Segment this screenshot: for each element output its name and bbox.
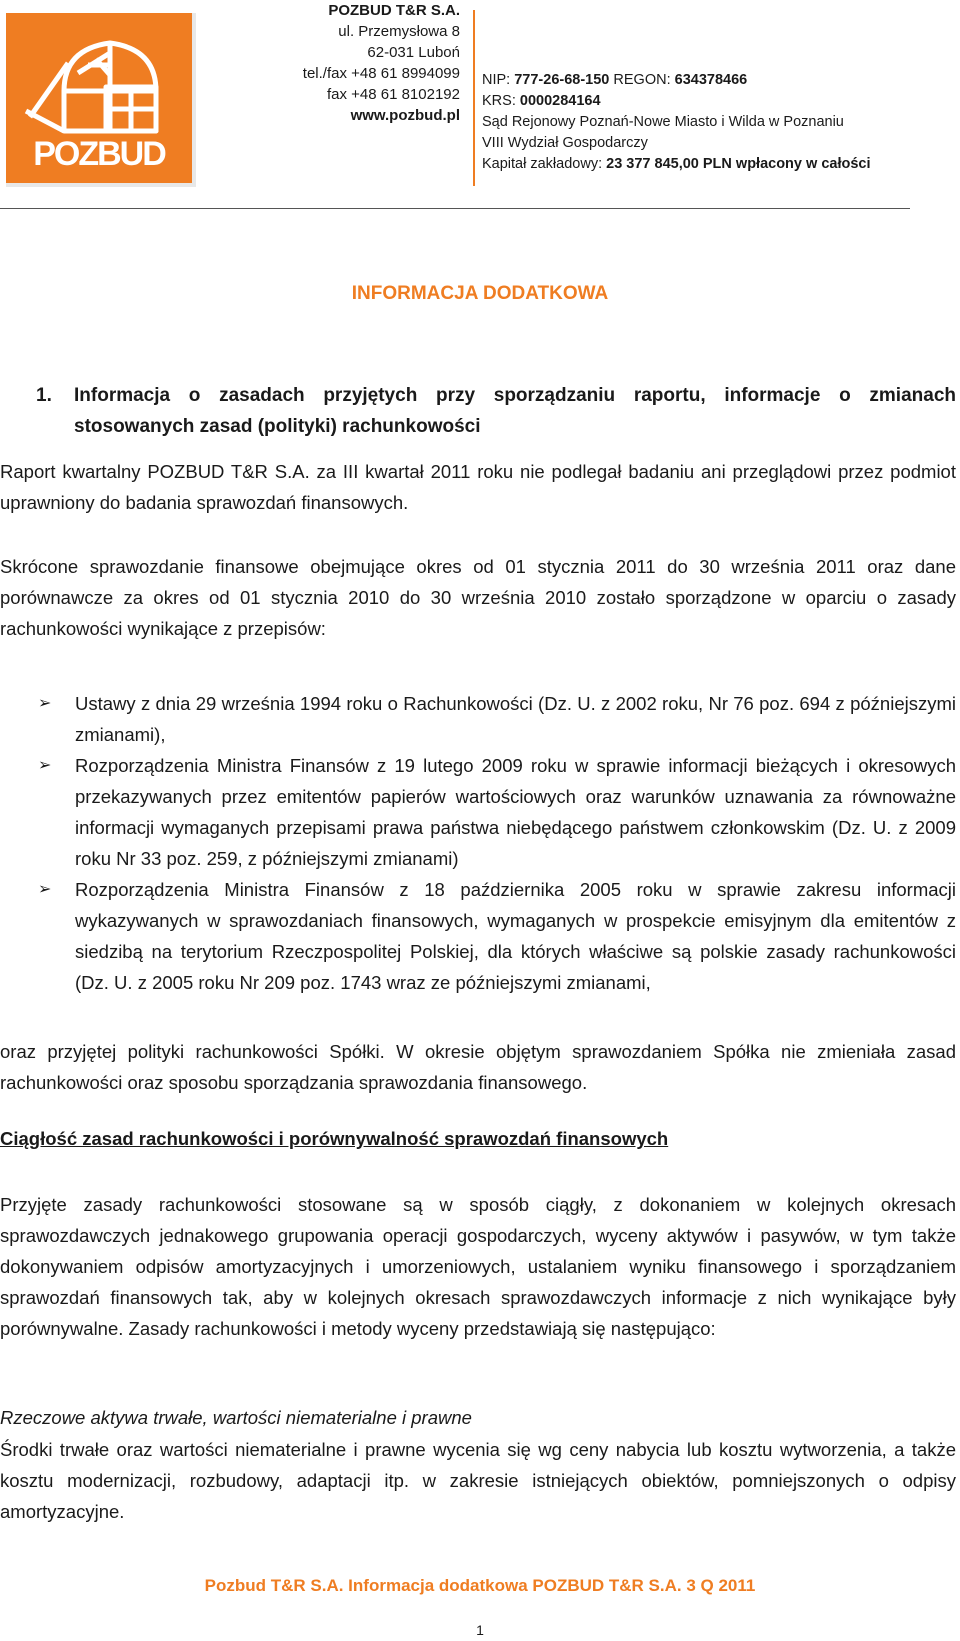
regon-value: 634378466 — [674, 72, 748, 88]
company-tel: tel./fax +48 61 8994099 — [302, 65, 460, 82]
paragraph-statement-scope: Skrócone sprawozdanie finansowe obejmujące okres od 01 stycznia 2011 do 30 września 2011 oraz dane porównawcze za okres od 01 stycznia 2010 do 30 września 2010 zostało sporządzone w oparciu o zasady rachunkowości wynikające z przepisów: — [0, 556, 956, 639]
section-number: 1. — [36, 385, 52, 406]
header-rule — [0, 208, 910, 209]
paragraph-policy: oraz przyjętej polityki rachunkowości Spółki. W okresie objętym sprawozdaniem Spółka nie zmieniała zasad rachunkowości oraz sposobu sporządzania sprawozdania finansowego. — [0, 1041, 956, 1093]
company-website[interactable]: www.pozbud.pl — [350, 107, 460, 124]
subheading-continuity: Ciągłość zasad rachunkowości i porównywalność sprawozdań finansowych — [0, 1128, 669, 1149]
arrowhead-bullet-icon: ➢ — [38, 757, 52, 774]
list-item — [0, 688, 956, 750]
regulations-list — [0, 688, 956, 998]
list-item-text: Rozporządzenia Ministra Finansów z 19 lutego 2009 roku w sprawie informacji bieżących i okresowych przekazywanych przez emitentów papierów wartościowych oraz warunków uznawania za równoważne informacji wymaganych przepisami prawa państwa niebędącego państwem członkowskim (Dz. U. z 2009 roku Nr 33 poz. 259, z późniejszymi zmianami) — [75, 755, 956, 869]
company-street: ul. Przemysłowa 8 — [338, 23, 460, 40]
nip-value: 777-26-68-150 — [514, 72, 610, 88]
registration-info — [482, 70, 871, 175]
paragraph-fixed-assets: Środki trwałe oraz wartości niematerialne i prawne wycenia się wg ceny nabycia lub kosztu wytworzenia, a także kosztu modernizacji, rozbudowy, adaptacji itp. w zakresie istniejących obiektów, pomniejszonych o odpisy amortyzacyjne. — [0, 1439, 956, 1522]
court-line: Sąd Rejonowy Poznań-Nowe Miasto i Wilda w Poznaniu — [482, 114, 844, 130]
page-footer: Pozbud T&R S.A. Informacja dodatkowa POZBUD T&R S.A. 3 Q 2011 — [204, 1576, 756, 1595]
section-heading-text: Informacja o zasadach przyjętych przy sporządzaniu raportu, informacje o zmianach stosowanych zasad (polityki) rachunkowości — [74, 385, 956, 437]
capital-line — [482, 154, 871, 175]
list-item-text: Rozporządzenia Ministra Finansów z 18 października 2005 roku w sprawie zakresu informacji wykazywanych w sprawozdaniach finansowych, wymaganych w prospekcie emisyjnym dla emitentów z siedzibą na terytorium Rzeczpospolitej Polskiej, dla których właściwe są polskie zasady rachunkowości (Dz. U. z 2005 roku Nr 209 poz. 1743 wraz ze późniejszymi zmianami, — [75, 879, 956, 993]
division-line: VIII Wydział Gospodarczy — [482, 135, 648, 151]
nip-label: NIP: — [482, 72, 511, 88]
company-fax: fax +48 61 8102192 — [326, 86, 460, 103]
list-item — [0, 750, 956, 874]
italic-heading-fixed-assets: Rzeczowe aktywa trwałe, wartości niematerialne i prawne — [0, 1407, 472, 1428]
capital-label: Kapitał zakładowy: — [482, 156, 603, 172]
krs-value: 0000284164 — [519, 93, 601, 109]
paragraph-audit-note: Raport kwartalny POZBUD T&R S.A. za III kwartał 2011 roku nie podlegał badaniu ani przeglądowi przez podmiot uprawniony do badania sprawozdań finansowych. — [0, 461, 956, 513]
company-logo — [6, 13, 196, 187]
section-heading — [36, 380, 956, 442]
arrowhead-bullet-icon: ➢ — [38, 881, 52, 898]
krs-line — [482, 91, 871, 112]
logo-wordmark: POZBUD — [33, 135, 165, 173]
page-number: 1 — [476, 1622, 484, 1638]
paragraph-continuity: Przyjęte zasady rachunkowości stosowane są w sposób ciągły, z dokonaniem w kolejnych okresach sprawozdawczych jednakowego grupowania operacji gospodarczych, wyceny aktywów i pasywów, w tym także dokonywaniem odpisów amortyzacyjnych i umorzeniowych, ustalaniem wyniku finansowego i sporządzaniem sprawozdań finansowych tak, aby w kolejnych okresach sprawozdawczych informacje z nich wynikające były porównywalne. Zasady rachunkowości i metody wyceny przedstawiają się następująco: — [0, 1194, 956, 1339]
krs-label: KRS: — [482, 93, 516, 109]
arrowhead-bullet-icon: ➢ — [38, 695, 52, 712]
regon-label: REGON: — [613, 72, 671, 88]
list-item-text: Ustawy z dnia 29 września 1994 roku o Rachunkowości (Dz. U. z 2002 roku, Nr 76 poz. 694 z późniejszymi zmianami), — [75, 693, 956, 745]
company-address — [200, 0, 460, 126]
header-divider — [473, 10, 475, 186]
list-item — [0, 874, 956, 998]
nip-regon-line — [482, 70, 871, 91]
company-name: POZBUD T&R S.A. — [328, 2, 460, 19]
company-city: 62-031 Luboń — [367, 44, 460, 61]
document-title: INFORMACJA DODATKOWA — [351, 283, 609, 304]
capital-value: 23 377 845,00 PLN wpłacony w całości — [606, 156, 871, 172]
